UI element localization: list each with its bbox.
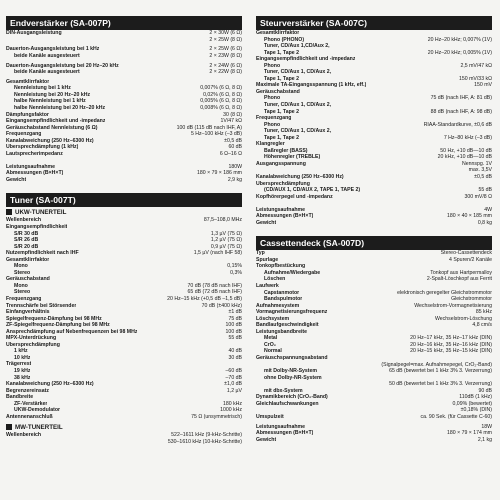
- spec-value: 522–1611 kHz (9-kHz-Schritte): [171, 432, 242, 439]
- spec-label: Phono: [264, 62, 281, 69]
- spec-label: Gesamtklirrfaktor: [6, 256, 50, 263]
- spec-label: Nennleistung bei 1 kHz: [14, 85, 71, 92]
- spec-value: Wechselstrom-Vormagnetisierung: [414, 302, 492, 309]
- spec-label: Wellenbereich: [6, 217, 42, 224]
- spec-label: Dauerton-Ausgangsleistung bei 1 kHz: [6, 46, 100, 53]
- spec-value: ±0,5 dB: [224, 137, 242, 144]
- spec-value: max. 3,5V: [468, 167, 492, 174]
- spec-label: Gewicht: [256, 436, 277, 443]
- spec-value: ±1 dB: [228, 309, 242, 316]
- spec-value: Stereo-Cassettendeck: [440, 250, 492, 257]
- section-title: Tuner (SA-007T): [6, 193, 242, 207]
- spec-section: [6, 183, 242, 420]
- spec-label: Kanalabweichung (250 Hz–6300 Hz): [6, 137, 94, 144]
- spec-label: Typ: [256, 250, 265, 257]
- spec-label: Vormagnetisierungsfrequenz: [256, 309, 328, 316]
- spec-value: 0,007% (6 Ω, 8 Ω): [200, 85, 242, 92]
- spec-value: 150 mV: [474, 82, 492, 89]
- spec-value: 75 Ω (unsymmetrisch): [191, 413, 242, 420]
- spec-label: Frequenzgang: [256, 115, 292, 122]
- spec-value: ±1,0 dB: [224, 381, 242, 388]
- spec-label: Normal: [264, 348, 282, 355]
- spec-label: Übersprechdämpfung: [256, 180, 310, 187]
- spec-value: 2,9 kg: [227, 176, 242, 183]
- spec-label: Tuner, CD/Aux 1,CD/Aux 2,: [264, 43, 330, 50]
- section-title: Steurverstärker (SA-007C): [256, 16, 492, 30]
- spec-value: 88 dB (nach IHF, A: 98 dB): [430, 108, 492, 115]
- spec-label: Kanalabweichung (250 Hz–6300 Hz): [6, 381, 94, 388]
- spec-label: beide Kanäle ausgesteuert: [14, 69, 80, 76]
- spec-value: Gleichstrommotor: [451, 296, 492, 303]
- spec-label: Frequenzgang: [6, 295, 42, 302]
- spec-value: 55 dB: [478, 187, 492, 194]
- spec-label: MPX-Unterdrückung: [6, 335, 57, 342]
- spec-value: 0,005% (6 Ω, 8 Ω): [200, 98, 242, 105]
- spec-label: Phono: [264, 121, 281, 128]
- spec-label: Wellenbereich: [6, 432, 42, 439]
- spec-value: RIAA-Standardkurve, ±0,6 dB: [423, 121, 492, 128]
- spec-value: 0,09% (bewertet): [452, 400, 492, 407]
- spec-value: 1V/47 kΩ: [220, 118, 242, 125]
- spec-value: 2 × 23W (8 Ω): [209, 52, 242, 59]
- spec-label: Mono: [14, 282, 28, 289]
- spec-value: 0,9 µV (75 Ω): [210, 243, 242, 250]
- spec-label: Nutzempfindlichkeit nach IHF: [6, 250, 79, 257]
- spec-value: 180 × 79 × 174 mm: [447, 430, 492, 437]
- spec-label: Tape 1, Tape 2: [264, 75, 299, 82]
- spec-label: Tuner, CD/Aux 1, CD/Aux 2,: [264, 128, 332, 135]
- spec-value: 1,2 µV: [226, 387, 242, 394]
- spec-label: DIN-Ausgangsleistung: [6, 30, 62, 36]
- spec-section: [256, 226, 492, 443]
- spec-value: 2 × 30W (6 Ω): [209, 30, 242, 36]
- spec-label: Capstanmotor: [264, 289, 300, 296]
- spec-label: Geräuschspannungsabstand: [256, 354, 328, 361]
- spec-label: mit dbx-System: [264, 387, 303, 394]
- spec-value: 0,15%: [227, 263, 242, 270]
- spec-label: halbe Nennleistung bei 20 Hz–20 kHz: [14, 105, 106, 112]
- spec-label: beide Kanäle ausgesteuert: [14, 52, 80, 59]
- spec-section: [256, 0, 492, 226]
- spec-value: 18W: [481, 423, 492, 430]
- section-title: Endverstärker (SA-007P): [6, 16, 242, 30]
- spec-label: Gewicht: [256, 219, 277, 226]
- spec-label: Metal: [264, 335, 278, 342]
- spec-value: 100 dB: [225, 322, 242, 329]
- spec-label: 19 kHz: [14, 368, 31, 374]
- spec-value: 75 dB (nach IHF, A: 81 dB): [430, 95, 492, 102]
- spec-label: halbe Nennleistung bei 1 kHz: [14, 98, 86, 105]
- spec-value: 30 (8 Ω): [223, 111, 242, 118]
- spec-label: UKW-Demodulator: [14, 407, 61, 414]
- spec-label: Eingangsempfindlichkeit und -impedanz: [256, 56, 356, 63]
- spec-label: Tape 1, Tape 2: [264, 49, 299, 56]
- spec-label: Leistungsaufnahme: [256, 206, 306, 213]
- spec-label: Dynamikbereich (CrO₂-Band): [256, 394, 328, 401]
- spec-value: 2,1 kg: [477, 436, 492, 443]
- spec-label: ZF-Verstärker: [14, 400, 48, 407]
- spec-label: Geräuschabstand: [256, 88, 300, 95]
- spec-label: Eingangsempfindlichkeit: [6, 223, 68, 230]
- spec-value: 20 Hz–20 kHz; 0,005% (1V): [427, 49, 492, 56]
- spec-label: Kanalabweichung (250 Hz–6300 Hz): [256, 174, 344, 181]
- spec-label: CrO₂: [264, 341, 277, 348]
- spec-value: 100 dB: [225, 328, 242, 335]
- spec-label: Bandspulmotor: [264, 296, 303, 303]
- spec-value: 180 × 40 × 185 mm: [447, 213, 492, 220]
- spec-label: Lautsprecherimpedanz: [6, 150, 63, 157]
- spec-label: Aufnahme/Wiedergabe: [264, 269, 321, 276]
- spec-value: 0,008% (6 Ω, 8 Ω): [200, 105, 242, 112]
- spec-value: 65 dB (72 dB nach IHF): [187, 289, 242, 296]
- spec-value: 65 dB (bewertet bei 1 kHz 3% 3. Verzerrung): [389, 368, 492, 375]
- spec-value: 100 dB (115 dB nach IHF, A): [176, 124, 242, 131]
- left-column: [6, 0, 242, 445]
- spec-value: 180 kHz: [222, 400, 242, 407]
- spec-label: Maximale TA-Eingangsspannung (1 kHz, eff.): [256, 82, 367, 89]
- spec-label: Spiegelfrequenz-Dämpfung bei 98 MHz: [6, 315, 102, 322]
- spec-value: 20 Hz–16 kHz, 35 Hz–16 kHz (DIN): [410, 341, 492, 348]
- spec-value: 4W: [484, 206, 492, 213]
- spec-value: 70 dB (78 dB nach IHF): [187, 282, 242, 289]
- subsection-title: [6, 208, 242, 217]
- spec-value: 2 × 22W (8 Ω): [209, 69, 242, 76]
- right-column: [256, 0, 492, 443]
- spec-label: Abmessungen (B×H×T): [256, 430, 314, 437]
- spec-value: 1,3 µV (75 Ω): [210, 230, 242, 237]
- spec-label: Ausgangsspannung: [256, 160, 306, 167]
- spec-label: Dauerton-Ausgangsleistung bei 20 Hz–20 kHz: [6, 62, 119, 69]
- spec-label: Gleichlaufschwankungen: [256, 400, 319, 407]
- spec-value: 50 Hz, +10 dB—10 dB: [440, 147, 492, 154]
- spec-value: elektronisch geregelter Gleichstrommotor: [397, 289, 492, 296]
- spec-value: 30 dB: [228, 354, 242, 361]
- spec-label: S/R 26 dB: [14, 237, 39, 244]
- spec-label: Tape 1, Tape 2: [264, 134, 299, 141]
- section-title: Cassettendeck (SA-007D): [256, 236, 492, 250]
- spec-label: Übersprechdämpfung: [6, 341, 60, 348]
- spec-value: 50 dB (bewertet bei 1 kHz 3% 3. Verzerrung): [389, 381, 492, 388]
- spec-value: 20 Hz–15 kHz, 35 Hz–15 kHz (DIN): [410, 348, 492, 355]
- spec-label: Übersprechdämpfung (1 kHz): [6, 144, 79, 151]
- spec-label: Löschen: [264, 276, 286, 283]
- spec-label: Bandlaufgeschwindigkeit: [256, 322, 319, 329]
- spec-label: Phono (PHONO): [264, 36, 305, 43]
- spec-value: 2 × 25W (6 Ω): [209, 46, 242, 53]
- spec-value: 75 dB: [228, 315, 242, 322]
- spec-value: 1,2 µV (75 Ω): [210, 237, 242, 244]
- spec-label: mit Dolby-NR-System: [264, 368, 318, 375]
- spec-section: [6, 420, 242, 445]
- spec-label: Baßregler (BASS): [264, 147, 308, 154]
- spec-label: Mono: [14, 263, 28, 270]
- spec-label: 38 kHz: [14, 374, 31, 381]
- subsection-label: UKW-TUNERTEIL: [15, 209, 67, 217]
- spec-value: Wechselstrom-Löschung: [435, 315, 492, 322]
- spec-value: 20 kHz, +10 dB—10 dB: [437, 154, 492, 161]
- spec-label: Antennenanschluß: [6, 413, 53, 420]
- spec-value: 150 mV/33 kΩ: [458, 75, 492, 82]
- spec-label: Trennschärfe bei Störsender: [6, 302, 77, 309]
- spec-label: Kopfhörerpegel und -impedanz: [256, 193, 333, 200]
- subsection-label: MW-TUNERTEIL: [15, 424, 63, 432]
- spec-value: –60 dB: [225, 368, 242, 374]
- spec-label: Aufnahmesystem: [256, 302, 300, 309]
- spec-label: Eingangsempfindlichkeit und -impedanz: [6, 118, 106, 125]
- spec-value: 2,5 mV/47 kΩ: [460, 62, 492, 69]
- spec-label: Abmessungen (B×H×T): [256, 213, 314, 220]
- spec-value: 0,8 kg: [477, 219, 492, 226]
- square-bullet-icon: [6, 209, 12, 215]
- spec-label: Stereo: [14, 269, 31, 276]
- spec-label: Frequenzgang: [6, 131, 42, 138]
- spec-label: Klangregler: [256, 141, 285, 148]
- spec-label: Tuner, CD/Aux 1, CD/Aux 2,: [264, 102, 332, 109]
- square-bullet-icon: [6, 424, 12, 430]
- spec-label: Dämpfungsfaktor: [6, 111, 49, 118]
- spec-row: [6, 439, 242, 446]
- spec-label: 10 kHz: [14, 354, 31, 361]
- spec-label: Begrenzereinsatz: [6, 387, 49, 394]
- spec-value: 1000 kHz: [220, 407, 242, 414]
- spec-value: 20 Hz–15 kHz (+0,5 dB –1,5 dB): [167, 295, 242, 302]
- spec-value: (Signalpegel=max. Aufnahmepegel, CrO₂-Band): [381, 361, 492, 368]
- spec-value: Nennspg. 1V: [462, 160, 492, 167]
- spec-label: Leistungsbandbreite: [256, 328, 308, 335]
- spec-label: Löschsystem: [256, 315, 290, 322]
- spec-label: Umspulzeit: [256, 413, 284, 420]
- spec-value: 2 × 24W (6 Ω): [209, 62, 242, 69]
- spec-label: Nennleistung bei 20 Hz–20 kHz: [14, 91, 91, 98]
- spec-label: Höhenregler (TREBLE): [264, 154, 321, 161]
- spec-label: Gesamtklirrfaktor: [256, 30, 300, 36]
- spec-label: Trägerrest: [6, 361, 32, 368]
- spec-value: 5 Hz–100 kHz (–3 dB): [190, 131, 242, 138]
- spec-value: 40 dB: [228, 348, 242, 355]
- spec-value: 87,5–108,0 MHz: [203, 217, 242, 224]
- spec-label: S/R 20 dB: [14, 243, 39, 250]
- spec-value: Tonkopf aus Hartpermalloy: [430, 269, 492, 276]
- spec-value: 60 dB: [228, 144, 242, 151]
- spec-label: Spurlage: [256, 256, 279, 263]
- spec-value: 0,3%: [230, 269, 242, 276]
- spec-value: ca. 90 Sek. (für Cassette C-60): [420, 413, 492, 420]
- spec-value: 4,8 cm/s: [472, 322, 492, 329]
- spec-value: ±0,5 dB: [474, 174, 492, 181]
- spec-label: (CD/AUX 1, CD/AUX 2, TAPE 1, TAPE 2): [264, 187, 361, 194]
- spec-value: 0,02% (6 Ω, 8 Ω): [203, 91, 242, 98]
- spec-value: 4 Spuren/2 Kanäle: [449, 256, 492, 263]
- spec-value: 530–1610 kHz (10-kHz-Schritte): [167, 438, 242, 445]
- spec-label: Einfangverhältnis: [6, 309, 50, 316]
- spec-label: Geräuschabstand: [6, 276, 50, 283]
- spec-label: ZF-Spiegelfrequenz-Dämpfung bei 98 MHz: [6, 322, 110, 329]
- spec-value: 180 × 79 × 186 mm: [197, 170, 242, 177]
- spec-value: 20 Hz–17 kHz, 35 Hz–17 kHz (DIN): [410, 335, 492, 342]
- spec-value: 90 dB: [478, 387, 492, 394]
- spec-value: 110dB (1 kHz): [459, 394, 492, 401]
- spec-label: Stereo: [14, 289, 31, 296]
- spec-label: Tuner, CD/Aux 1, CD/Aux 2,: [264, 69, 332, 76]
- spec-value: 2 × 25W (8 Ω): [209, 36, 242, 43]
- spec-value: 55 dB: [228, 335, 242, 342]
- spec-row: [256, 437, 492, 444]
- spec-label: Tonkopfbestückung: [256, 263, 306, 270]
- spec-label: S/R 30 dB: [14, 230, 39, 237]
- spec-label: Ansprechdämpfung auf Nebenfrequenzen bei 98 MHz: [6, 328, 138, 335]
- spec-value: 7 Hz–80 kHz (–3 dB): [443, 134, 492, 141]
- spec-label: Leistungsaufnahme: [6, 163, 56, 170]
- spec-value: 85 kHz: [475, 309, 492, 316]
- spec-label: Phono: [264, 95, 281, 102]
- spec-value: 6 Ω–16 Ω: [219, 150, 242, 157]
- spec-value: –70 dB: [225, 374, 242, 381]
- spec-label: Bandbreite: [6, 394, 34, 401]
- spec-label: 1 kHz: [14, 348, 28, 355]
- spec-value: 1,5 µV (nach IHF 58): [193, 250, 242, 257]
- spec-value: 2-Spalt-Löschkopf aus Ferrit: [426, 276, 492, 283]
- spec-value: 300 mV/8 Ω: [464, 193, 492, 200]
- subsection-title: [6, 423, 242, 432]
- spec-value: 70 dB (±400 kHz): [201, 302, 242, 309]
- spec-label: Gewicht: [6, 176, 27, 183]
- spec-label: Leistungsaufnahme: [256, 423, 306, 430]
- spec-label: Abmessungen (B×H×T): [6, 170, 64, 177]
- spec-value: 180W: [228, 163, 242, 170]
- spec-value: 20 Hz–20 kHz; 0,007% (1V): [427, 36, 492, 43]
- spec-label: Tape 1, Tape 2: [264, 108, 299, 115]
- spec-label: Gesamtklirrfaktor: [6, 78, 50, 85]
- spec-value: ±0,18% (DIN): [460, 407, 492, 414]
- spec-section: [6, 0, 242, 183]
- spec-label: ohne Dolby-NR-System: [264, 374, 322, 381]
- spec-label: Laufwerk: [256, 282, 279, 289]
- spec-label: Geräuschabstand Nennleistung (6 Ω): [6, 124, 98, 131]
